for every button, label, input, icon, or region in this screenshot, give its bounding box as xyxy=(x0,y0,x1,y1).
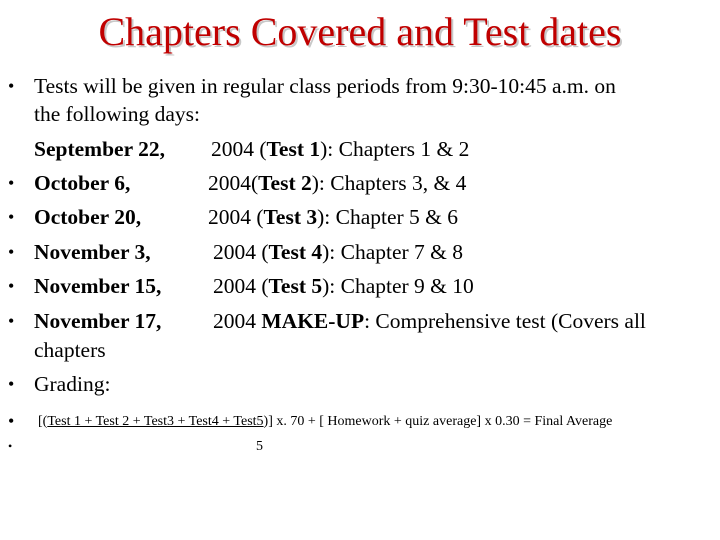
page-title: Chapters Covered and Test dates xyxy=(98,9,622,54)
test-info xyxy=(213,239,463,265)
test-name: Test 4 xyxy=(268,240,323,264)
bullet-marker: • xyxy=(8,76,15,96)
year-text: 2004( xyxy=(208,171,259,195)
year-text: 2004 xyxy=(213,309,262,333)
formula-rest: )] x. 70 + [ Homework + quiz average] x 0.30 = Final Average xyxy=(263,414,613,429)
test-date: October 20, xyxy=(34,205,142,229)
chapters-text: ): Chapter 5 & 6 xyxy=(317,205,459,229)
year-text: 2004 ( xyxy=(211,137,267,161)
test-name: Test 3 xyxy=(263,205,318,229)
grading-label: Grading: xyxy=(34,372,111,396)
test-name: Test 5 xyxy=(268,274,323,298)
bullet-marker: • xyxy=(8,311,15,331)
chapters-text: : Comprehensive test (Covers all xyxy=(364,309,646,333)
continuation-text: chapters xyxy=(34,338,106,362)
schedule-row xyxy=(34,273,474,299)
test-date: November 3, xyxy=(34,240,151,264)
schedule-row xyxy=(34,136,470,162)
test-date: September 22, xyxy=(34,137,165,161)
test-name: Test 2 xyxy=(258,171,312,195)
test-name: Test 1 xyxy=(266,137,321,161)
bullet-marker: • xyxy=(8,207,15,227)
year-text: 2004 ( xyxy=(213,274,269,298)
bullet-marker: • xyxy=(8,374,15,394)
test-name: MAKE-UP xyxy=(261,309,365,333)
grading-formula xyxy=(38,413,612,431)
schedule-row xyxy=(34,204,459,230)
test-date: November 15, xyxy=(34,274,162,298)
test-date: October 6, xyxy=(34,171,131,195)
formula-open: [( xyxy=(38,414,48,429)
test-info xyxy=(213,308,646,334)
bullet-marker: • xyxy=(8,242,15,262)
year-text: 2004 ( xyxy=(213,240,269,264)
schedule-row xyxy=(34,239,464,265)
bullet-marker: • xyxy=(8,276,15,296)
chapters-text: ): Chapters 1 & 2 xyxy=(320,137,470,161)
bullet-marker: • xyxy=(8,439,13,453)
intro-line-1: Tests will be given in regular class periods from 9:30-10:45 a.m. on xyxy=(34,74,616,98)
chapters-text: ): Chapters 3, & 4 xyxy=(311,171,467,195)
bullet-marker: • xyxy=(8,411,15,431)
test-info xyxy=(208,170,466,196)
test-info xyxy=(213,273,474,299)
test-info xyxy=(211,136,469,162)
schedule-row xyxy=(34,170,467,196)
formula-test-sum: Test 1 + Test 2 + Test3 + Test4 + Test5 xyxy=(47,414,264,429)
test-date: November 17, xyxy=(34,309,162,333)
intro-line-2: the following days: xyxy=(34,102,201,126)
test-info xyxy=(208,204,458,230)
chapters-text: ): Chapter 7 & 8 xyxy=(322,240,464,264)
formula-divisor: 5 xyxy=(256,439,263,454)
bullet-marker: • xyxy=(8,173,15,193)
chapters-text: ): Chapter 9 & 10 xyxy=(322,274,474,298)
year-text: 2004 ( xyxy=(208,205,264,229)
schedule-row xyxy=(34,308,646,334)
